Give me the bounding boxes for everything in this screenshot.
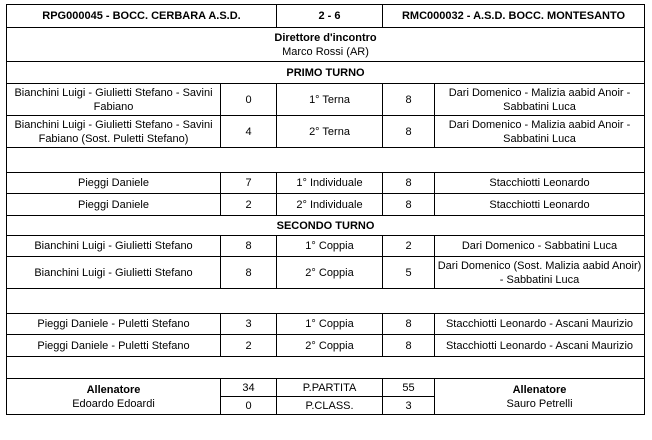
home-coach-name: Edoardo Edoardi — [72, 397, 155, 410]
away-score: 8 — [383, 335, 435, 357]
section-row-first — [7, 62, 645, 84]
home-players: Bianchini Luigi - Giulietti Stefano - Savini Fabiano — [7, 84, 221, 116]
away-team-name: RMC000032 - A.S.D. BOCC. MONTESANTO — [383, 5, 645, 28]
game-type: 2° Individuale — [277, 194, 383, 216]
home-players: Bianchini Luigi - Giulietti Stefano - Savini Fabiano (Sost. Puletti Stefano) — [7, 116, 221, 148]
away-players: Dari Domenico - Malizia aabid Anoir - Sabbatini Luca — [435, 116, 645, 148]
header-row — [7, 5, 645, 28]
home-class-points: 0 — [221, 397, 277, 415]
away-score: 8 — [383, 84, 435, 116]
section-title-first: PRIMO TURNO — [7, 62, 645, 84]
away-score: 2 — [383, 236, 435, 257]
match-row — [7, 257, 645, 289]
game-type: 2° Coppia — [277, 335, 383, 357]
home-players: Pieggi Daniele — [7, 173, 221, 194]
home-score: 8 — [221, 236, 277, 257]
section-row-second — [7, 216, 645, 236]
spacer-row — [7, 148, 645, 173]
match-row — [7, 173, 645, 194]
home-players: Pieggi Daniele - Puletti Stefano — [7, 335, 221, 357]
home-coach-cell — [7, 379, 221, 415]
home-score: 0 — [221, 84, 277, 116]
match-row — [7, 116, 645, 148]
home-score: 2 — [221, 194, 277, 216]
away-players: Stacchiotti Leonardo — [435, 173, 645, 194]
match-row — [7, 194, 645, 216]
away-players: Stacchiotti Leonardo - Ascani Maurizio — [435, 314, 645, 335]
home-coach-label: Allenatore — [86, 383, 141, 396]
match-row — [7, 335, 645, 357]
home-players: Pieggi Daniele — [7, 194, 221, 216]
partita-label: P.PARTITA — [277, 379, 383, 397]
away-coach-label: Allenatore — [512, 383, 567, 396]
spacer-cell — [7, 148, 645, 173]
match-report-table — [6, 4, 645, 415]
away-players: Stacchiotti Leonardo — [435, 194, 645, 216]
game-type: 1° Coppia — [277, 314, 383, 335]
game-type: 1° Terna — [277, 84, 383, 116]
home-players: Bianchini Luigi - Giulietti Stefano — [7, 236, 221, 257]
away-players: Dari Domenico - Sabbatini Luca — [435, 236, 645, 257]
away-coach-name: Sauro Petrelli — [506, 397, 573, 410]
home-players: Bianchini Luigi - Giulietti Stefano — [7, 257, 221, 289]
spacer-cell — [7, 289, 645, 314]
away-players: Dari Domenico - Malizia aabid Anoir - Sabbatini Luca — [435, 84, 645, 116]
away-score: 8 — [383, 173, 435, 194]
spacer-cell — [7, 357, 645, 379]
game-type: 2° Terna — [277, 116, 383, 148]
away-coach-cell — [435, 379, 645, 415]
match-row — [7, 236, 645, 257]
match-row — [7, 84, 645, 116]
director-label: Direttore d'incontro — [274, 31, 377, 44]
director-row — [7, 28, 645, 62]
away-players: Stacchiotti Leonardo - Ascani Maurizio — [435, 335, 645, 357]
director-name: Marco Rossi (AR) — [282, 45, 369, 58]
away-partita-points: 55 — [383, 379, 435, 397]
home-score: 4 — [221, 116, 277, 148]
game-type: 1° Coppia — [277, 236, 383, 257]
spacer-row — [7, 289, 645, 314]
away-score: 8 — [383, 116, 435, 148]
home-score: 3 — [221, 314, 277, 335]
match-score: 2 - 6 — [277, 5, 383, 28]
spacer-row — [7, 357, 645, 379]
game-type: 1° Individuale — [277, 173, 383, 194]
director-cell — [7, 28, 645, 62]
game-type: 2° Coppia — [277, 257, 383, 289]
home-partita-points: 34 — [221, 379, 277, 397]
away-score: 8 — [383, 314, 435, 335]
home-score: 8 — [221, 257, 277, 289]
home-score: 7 — [221, 173, 277, 194]
away-players: Dari Domenico (Sost. Malizia aabid Anoir) - Sabbatini Luca — [435, 257, 645, 289]
home-players: Pieggi Daniele - Puletti Stefano — [7, 314, 221, 335]
home-score: 2 — [221, 335, 277, 357]
section-title-second: SECONDO TURNO — [7, 216, 645, 236]
away-score: 8 — [383, 194, 435, 216]
away-score: 5 — [383, 257, 435, 289]
away-class-points: 3 — [383, 397, 435, 415]
totals-row-partita — [7, 379, 645, 397]
class-label: P.CLASS. — [277, 397, 383, 415]
match-row — [7, 314, 645, 335]
home-team-name: RPG000045 - BOCC. CERBARA A.S.D. — [7, 5, 277, 28]
